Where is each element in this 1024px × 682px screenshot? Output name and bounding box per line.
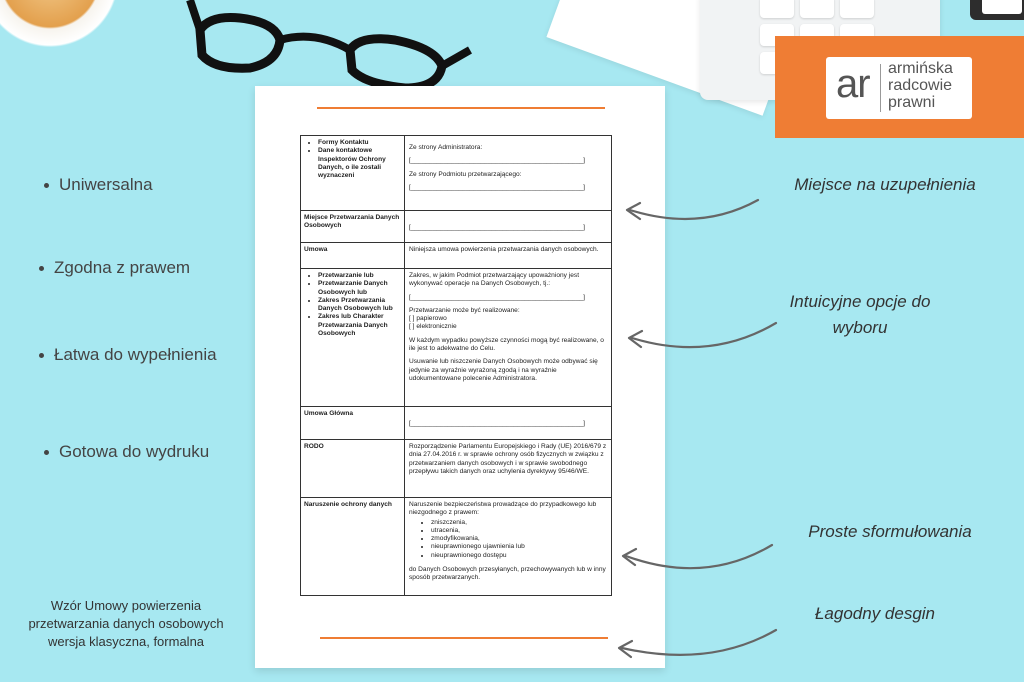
caption-line-3: wersja klasyczna, formalna bbox=[47, 634, 205, 649]
list-item: • Dane kontaktowe Inspektorów Ochrony Danych, o ile zostali wyznaczeni bbox=[318, 147, 401, 180]
row-value: Rozporządzenie Parlamentu Europejskiego i Rady (UE) 2016/679 z dnia 27.04.2016 r. w sprawie ochrony osób fizycznych w związku z przetwarzaniem danych osobowych i w sprawie swobodnego przepływu takich danych oraz uchylenia dyrektywy 95/46/WE. bbox=[405, 440, 612, 498]
row-label: Naruszenie ochrony danych bbox=[301, 498, 405, 596]
option-electronic[interactable]: [ ] elektronicznie bbox=[409, 323, 457, 331]
annotation-fill-in: Miejsce na uzupełnienia bbox=[794, 175, 976, 194]
list-item: • nieuprawnionego ujawnienia lub bbox=[431, 543, 608, 551]
feature-label: Gotowa do wydruku bbox=[59, 442, 210, 461]
caption-line-1: Wzór Umowy powierzenia bbox=[50, 598, 202, 613]
list-item: • Zakres lub Charakter Przetwarzania Danych Osobowych bbox=[318, 313, 401, 338]
fill-in-blank[interactable]: [_______________________________________________] bbox=[409, 183, 586, 191]
scope-text: Zakres, w jakim Podmiot przetwarzający upoważniony jest wykonywać operacje na Danych Osobowych, tj.: bbox=[409, 272, 580, 288]
list-item: • Przetwarzanie lub bbox=[318, 272, 401, 280]
deletion-text: Usuwanie lub niszczenie Danych Osobowych może odbywać się jedynie za wyraźnie wyrażoną zgodą i na wyraźnie udokumentowane polecenie Administratora. bbox=[409, 358, 598, 382]
fill-in-blank[interactable]: [_______________________________________________] bbox=[409, 293, 586, 301]
arrow-icon bbox=[622, 630, 776, 655]
fill-in-blank[interactable]: [_______________________________________________] bbox=[409, 224, 586, 231]
row-label: RODO bbox=[301, 440, 405, 498]
row-label: Umowa Główna bbox=[301, 407, 405, 440]
caption-line-2: przetwarzania danych osobowych bbox=[28, 616, 224, 631]
arrow-icon bbox=[632, 323, 776, 347]
option-paper[interactable]: [ ] papierowo bbox=[409, 315, 447, 323]
breach-intro: Naruszenie bezpieczeństwa prowadzące do przypadkowego lub niezgodnego z prawem: bbox=[409, 501, 597, 517]
list-item: • Formy Kontaktu bbox=[318, 139, 401, 147]
fill-in-blank[interactable]: [_______________________________________________] bbox=[409, 157, 586, 165]
row-label: Miejsce Przetwarzania Danych Osobowych bbox=[301, 211, 405, 243]
list-item: • nieuprawnionego dostępu bbox=[431, 552, 608, 560]
logo-mark: ar bbox=[836, 62, 870, 106]
logo-line-2: radcowie bbox=[888, 77, 953, 94]
row-value: Niniejsza umowa powierzenia przetwarzania danych osobowych. bbox=[405, 243, 612, 269]
processing-mode-label: Przetwarzanie może być realizowane: bbox=[409, 306, 520, 314]
fill-in-blank[interactable]: [_______________________________________________] bbox=[409, 420, 586, 427]
logo-line-3: prawni bbox=[888, 94, 936, 111]
annotation-options-line-1: Intuicyjne opcje do bbox=[789, 292, 931, 311]
arrow-icon bbox=[630, 200, 758, 219]
contact-admin-label: Ze strony Administratora: bbox=[409, 144, 483, 151]
list-item: • utracenia, bbox=[431, 527, 608, 535]
annotation-gentle-design: Łagodny desgin bbox=[814, 604, 936, 623]
contact-processor-label: Ze strony Podmiotu przetwarzającego: bbox=[409, 170, 522, 178]
arrow-icon bbox=[626, 545, 772, 568]
list-item: • zmodyfikowania, bbox=[431, 535, 608, 543]
row-label: Umowa bbox=[301, 243, 405, 269]
breach-outro: do Danych Osobowych przesyłanych, przechowywanych lub w inny sposób przetwarzanych. bbox=[409, 566, 606, 582]
adequacy-text: W każdym wypadku powyższe czynności mogą być realizowane, o ile jest to adekwatne do Celu. bbox=[409, 336, 604, 353]
annotation-simple-wording: Proste sformułowania bbox=[808, 522, 972, 541]
list-item: • zniszczenia, bbox=[431, 519, 608, 527]
feature-label: Uniwersalna bbox=[59, 175, 153, 194]
list-item: • Przetwarzanie Danych Osobowych lub bbox=[318, 280, 401, 297]
annotation-options-line-2: wyboru bbox=[832, 318, 888, 337]
logo-line-1: armińska bbox=[888, 60, 953, 77]
feature-label: Zgodna z prawem bbox=[54, 258, 191, 277]
list-item: • Zakres Przetwarzania Danych Osobowych lub bbox=[318, 297, 401, 314]
feature-label: Łatwa do wypełnienia bbox=[54, 345, 217, 364]
